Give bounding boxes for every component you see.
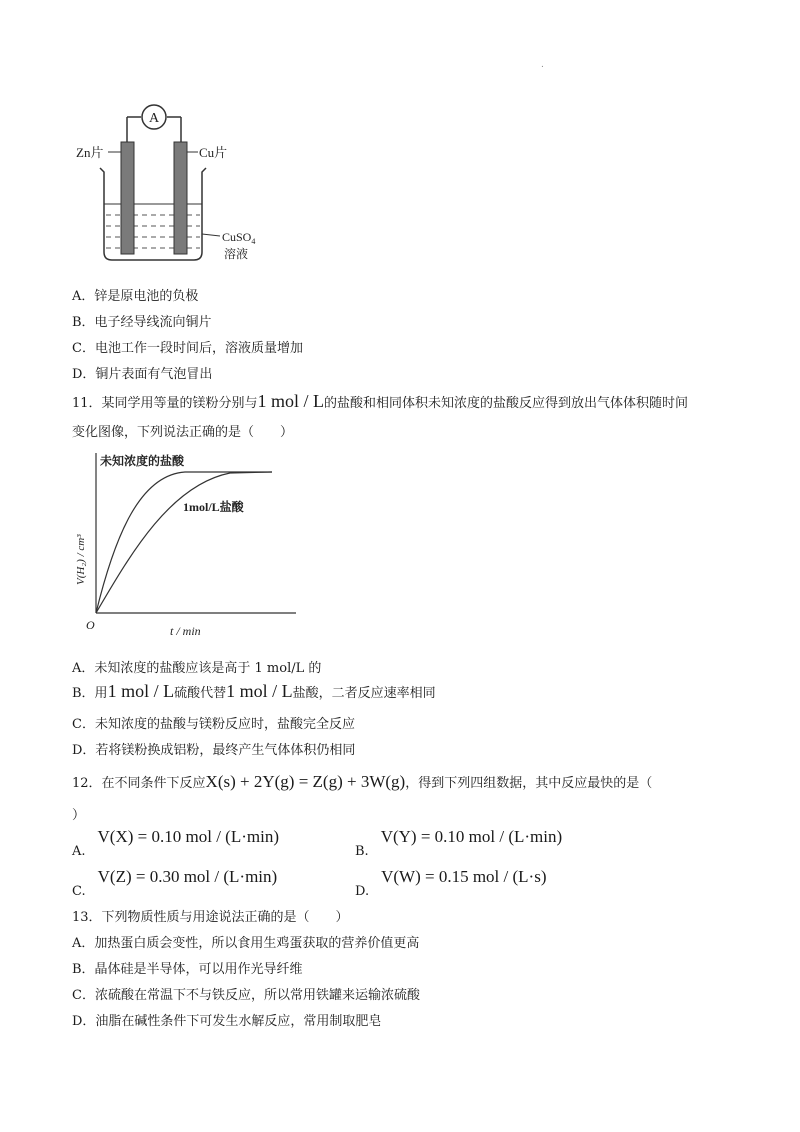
q12-option-c-letter: C. bbox=[72, 884, 86, 899]
q12-option-c-expr: V(Z) = 0.30 mol / (L·min) bbox=[97, 867, 278, 886]
q12-stem-line2: ） bbox=[72, 808, 86, 823]
q10-option-d: D．铜片表面有气泡冒出 bbox=[72, 367, 213, 382]
q11-option-b-suffix: 盐酸，二者反应速率相同 bbox=[292, 686, 436, 701]
q11-option-d: D．若将镁粉换成铝粉，最终产生气体体积仍相同 bbox=[72, 743, 356, 758]
q12-option-b-expr: V(Y) = 0.10 mol / (L·min) bbox=[380, 827, 563, 846]
q13-option-d: D．油脂在碱性条件下可发生水解反应，常用制取肥皂 bbox=[72, 1014, 382, 1029]
galvanic-cell-diagram bbox=[70, 100, 270, 270]
q12-option-a-letter: A. bbox=[72, 844, 86, 859]
cu-label: Cu片 bbox=[199, 145, 228, 160]
q11-option-b bbox=[72, 681, 436, 702]
origin-label: O bbox=[86, 618, 95, 632]
volume-time-chart bbox=[70, 445, 310, 645]
q12-option-d-letter: D. bbox=[355, 884, 370, 899]
copper-electrode bbox=[174, 142, 187, 254]
q13-stem: 13．下列物质性质与用途说法正确的是（ ） bbox=[72, 910, 349, 925]
x-axis-label: t / min bbox=[170, 624, 201, 638]
series-line-unknown-acid bbox=[96, 472, 272, 613]
zn-label: Zn片 bbox=[76, 145, 104, 160]
q12-option-d-expr: V(W) = 0.15 mol / (L·s) bbox=[381, 867, 547, 886]
q11-stem-line2: 变化图像，下列说法正确的是（ ） bbox=[72, 425, 294, 440]
q13-option-c: C．浓硫酸在常温下不与铁反应，所以常用铁罐来运输浓硫酸 bbox=[72, 988, 420, 1003]
q11-option-b-math2: 1 mol / L bbox=[226, 681, 293, 701]
legend-unknown-acid: 未知浓度的盐酸 bbox=[100, 454, 185, 468]
solution-label-2: 溶液 bbox=[224, 247, 249, 261]
q12-option-b-letter: B. bbox=[355, 844, 369, 859]
q12-stem-suffix: ，得到下列四组数据，其中反应最快的是（ bbox=[405, 776, 653, 791]
q11-stem-prefix: 11．某同学用等量的镁粉分别与 bbox=[72, 396, 258, 411]
series-line-1mol-acid bbox=[96, 472, 272, 613]
q11-option-b-prefix: B．用 bbox=[72, 686, 108, 701]
q12-option-c bbox=[72, 868, 277, 899]
q10-option-b: B．电子经导线流向铜片 bbox=[72, 315, 212, 330]
q11-option-b-math1: 1 mol / L bbox=[107, 681, 175, 701]
q13-option-b: B．晶体硅是半导体，可以用作光导纤维 bbox=[72, 962, 303, 977]
q12-option-a-expr: V(X) = 0.10 mol / (L·min) bbox=[97, 827, 279, 846]
q11-stem-suffix: 的盐酸和相同体积未知浓度的盐酸反应得到放出气体体积随时间 bbox=[324, 396, 689, 411]
q12-stem bbox=[72, 772, 652, 792]
q12-option-d bbox=[355, 868, 546, 899]
q11-stem bbox=[72, 391, 688, 412]
solution-pointer bbox=[202, 234, 220, 236]
y-axis-label: V(H₂) / cm³ bbox=[75, 534, 87, 585]
q11-option-a: A．未知浓度的盐酸应该是高于 1 mol/L 的 bbox=[72, 661, 322, 676]
q11-stem-math: 1 mol / L bbox=[257, 391, 325, 411]
q12-option-a bbox=[72, 828, 279, 859]
q11-option-c: C．未知浓度的盐酸与镁粉反应时，盐酸完全反应 bbox=[72, 717, 355, 732]
q12-option-b bbox=[355, 828, 562, 859]
q11-option-b-mid: 硫酸代替 bbox=[174, 686, 227, 701]
q10-option-a: A．锌是原电池的负极 bbox=[72, 289, 199, 304]
q13-option-a: A．加热蛋白质会变性，所以食用生鸡蛋获取的营养价值更高 bbox=[72, 936, 420, 951]
solution-label: CuSO$_4$ bbox=[222, 230, 256, 246]
beaker bbox=[100, 168, 206, 260]
zinc-electrode bbox=[121, 142, 134, 254]
q12-equation: X(s) + 2Y(g) = Z(g) + 3W(g) bbox=[205, 772, 406, 791]
q12-stem-prefix: 12．在不同条件下反应 bbox=[72, 776, 206, 791]
q10-option-c: C．电池工作一段时间后，溶液质量增加 bbox=[72, 341, 303, 356]
page-mark: . bbox=[541, 60, 544, 70]
legend-1mol-acid: 1mol/L盐酸 bbox=[183, 500, 244, 514]
ammeter-label: A bbox=[148, 111, 160, 126]
